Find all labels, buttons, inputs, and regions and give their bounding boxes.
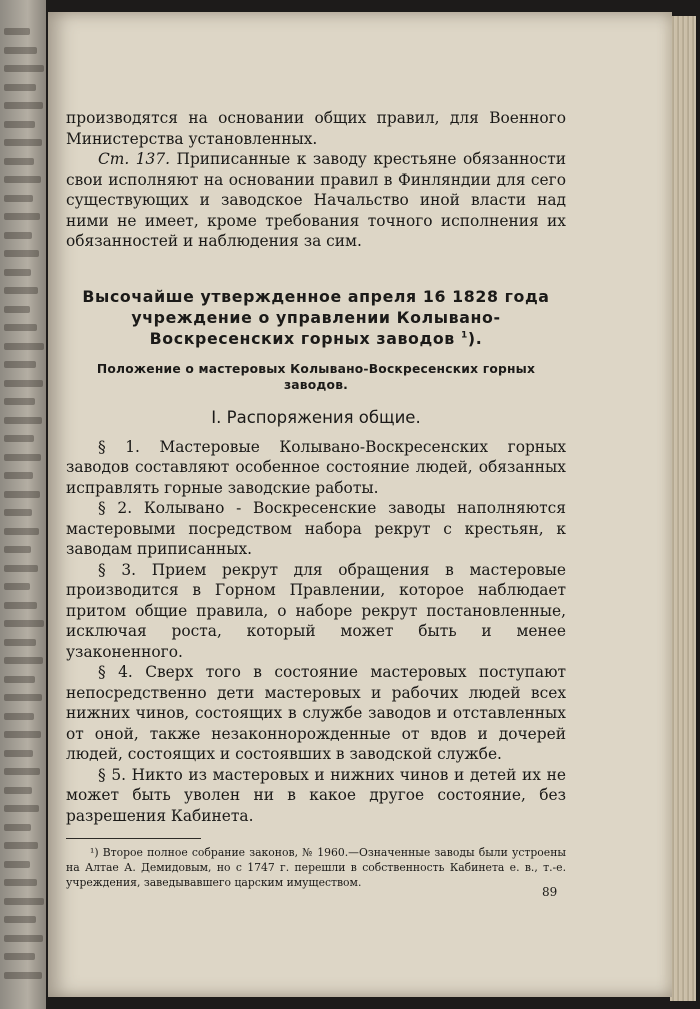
left-page-text-line: [4, 84, 36, 91]
paragraph-2: § 2. Колывано - Воскресенские заводы наполняются мастеровыми посредством набора рекрут с крестьян, к заводам приписанных.: [66, 499, 566, 558]
left-page-edge: [0, 0, 46, 1009]
left-page-text-line: [4, 287, 38, 294]
footnote-text: ¹) Второе полное собрание законов, № 1960.—Означенные заводы были устроены на Алтае А. Демидовым, но с 1747 г. перешли в собственность Кабинета е. в., т.-е. учреждения, заведывавшего царским имуществом.: [66, 846, 566, 889]
left-page-text-line: [4, 454, 41, 461]
left-page-text-line: [4, 121, 35, 128]
paragraph-5: § 5. Никто из мастеровых и нижних чинов и детей их не может быть уволен ни в какое другое состояние, без разрешения Кабинета.: [66, 765, 566, 825]
footnote: [66, 845, 566, 890]
page-number: 89: [542, 885, 558, 899]
left-page-text-line: [4, 787, 32, 794]
left-page-text-line: [4, 694, 42, 701]
left-page-text-line: [4, 565, 38, 572]
left-page-text-line: [4, 713, 34, 720]
left-page-text-line: [4, 343, 44, 350]
left-page-text-line: [4, 879, 37, 886]
left-page-text-line: [4, 657, 43, 664]
left-page-text-line: [4, 491, 40, 498]
left-page-text-line: [4, 398, 35, 405]
statute-heading: [66, 286, 566, 349]
left-page-text-line: [4, 380, 43, 387]
left-page-text-line: [4, 935, 43, 942]
page-text: [66, 108, 566, 890]
article-137: [66, 149, 566, 252]
left-page-text-line: [4, 731, 41, 738]
left-page-text-line: [4, 47, 37, 54]
article-137-label: Ст. 137.: [98, 150, 171, 168]
left-page-text-line: [4, 361, 36, 368]
page-edges: [670, 16, 696, 1001]
statute-subheading: Положение о мастеровых Колывано-Воскресенских горных заводов.: [96, 361, 536, 392]
paragraph-3: § 3. Прием рекрут для обращения в мастеровые производится в Горном Правлении, которое наблюдает притом общие правила, о наборе рекрут постановленные, исключая роста, который может быть и менее узаконенного.: [66, 560, 566, 661]
left-page-text-line: [4, 435, 34, 442]
left-page-text-line: [4, 805, 39, 812]
paragraph-4: § 4. Сверх того в состояние мастеровых поступают непосредственно дети мастеровых и рабочих людей всех нижних чинов, состоящих в службе заводов и отставленных от оной, также незаконнорожденные от вдов и дочерей людей, состоящих и состоявших в заводской службе.: [66, 663, 566, 763]
left-page-text-line: [4, 602, 37, 609]
left-page-text-line: [4, 639, 36, 646]
left-page-text-line: [4, 861, 30, 868]
left-page-text-line: [4, 139, 42, 146]
left-page-text-line: [4, 546, 31, 553]
left-page-text-line: [4, 620, 44, 627]
section-title: I. Распоряжения общие.: [211, 407, 421, 427]
left-page-text-line: [4, 176, 41, 183]
left-page-text-line: [4, 28, 30, 35]
left-page-text-line: [4, 953, 35, 960]
paragraph-1: § 1. Мастеровые Колывано-Воскресенских горных заводов составляют особенное состояние людей, обязанных исправлять горные заводские работы.: [66, 437, 566, 497]
left-page-text-line: [4, 306, 30, 313]
left-page-text-line: [4, 916, 36, 923]
left-page-text-line: [4, 750, 33, 757]
left-page-text-line: [4, 250, 39, 257]
left-page-text-line: [4, 842, 38, 849]
left-page-text-line: [4, 102, 43, 109]
left-page-text-line: [4, 324, 37, 331]
article-137-text: Приписанные к заводу крестьяне обязанности свои исполняют на основании правил в Финляндии для сего существующих и заводское Начальство иной власти над ними не имеет, кроме требования точного исполнения их обязанностей и наблюдения за сим.: [66, 150, 566, 250]
left-page-text-line: [4, 232, 32, 239]
left-page-text-line: [4, 158, 34, 165]
book-page: [48, 12, 672, 997]
statute-heading-text: Высочайше утвержденное апреля 16 1828 года учреждение о управлении Колывано-Воскресенских горных заводов: [82, 286, 550, 348]
left-page-text-line: [4, 768, 40, 775]
left-page-text-line: [4, 472, 33, 479]
left-page-text-line: [4, 824, 31, 831]
left-page-text-line: [4, 509, 32, 516]
left-page-text-line: [4, 195, 33, 202]
left-page-text-line: [4, 269, 31, 276]
intro-paragraph: производятся на основании общих правил, для Военного Министерства установленных.: [66, 109, 566, 148]
heading-footnote-mark: 1: [461, 330, 468, 341]
heading-suffix: ).: [467, 328, 483, 348]
left-page-text-line: [4, 676, 35, 683]
footnote-divider: [66, 838, 201, 839]
left-page-text-line: [4, 65, 44, 72]
left-page-text-line: [4, 583, 30, 590]
left-page-text-line: [4, 972, 42, 979]
left-page-text-line: [4, 898, 44, 905]
left-page-text-line: [4, 528, 39, 535]
left-page-text-line: [4, 213, 40, 220]
left-page-text-line: [4, 417, 42, 424]
